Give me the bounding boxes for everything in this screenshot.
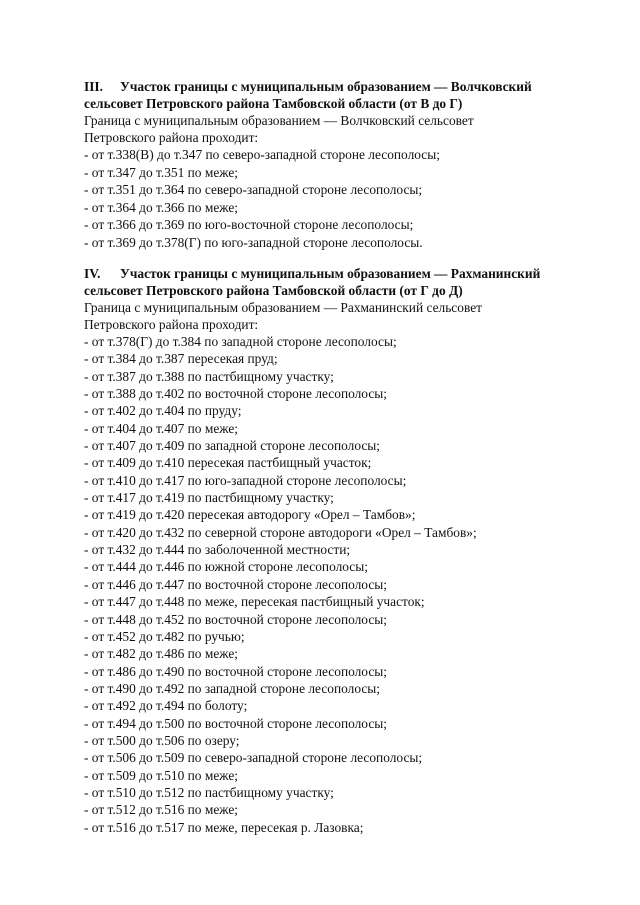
boundary-list xyxy=(84,333,624,836)
section-number: IV. xyxy=(84,266,101,281)
section-number: III. xyxy=(84,79,103,94)
list-item: - от т.338(В) до т.347 по северо-западной стороне лесополосы; xyxy=(84,147,440,162)
list-item: - от т.407 до т.409 по западной стороне лесополосы; xyxy=(84,438,381,454)
list-item: - от т.500 до т.506 по озеру; xyxy=(84,732,240,748)
list-item: - от т.490 до т.492 по западной стороне лесополосы; xyxy=(84,680,381,696)
list-item: - от т.419 до т.420 пересекая автодорогу «Орел – Тамбов»; xyxy=(84,507,416,523)
intro-line: Петровского района проходит: xyxy=(84,130,259,145)
intro-line: Граница с муниципальным образованием — Рахманинский сельсовет xyxy=(84,300,482,315)
list-item: - от т.444 до т.446 по южной стороне лесополосы; xyxy=(84,559,368,575)
list-item: - от т.482 до т.486 по меже; xyxy=(84,646,238,662)
list-item: - от т.417 до т.419 по пастбищному участку; xyxy=(84,490,334,506)
list-item: - от т.351 до т.364 по северо-западной стороне лесополосы; xyxy=(84,182,423,198)
heading-line: Участок границы с муниципальным образованием — Волчковский xyxy=(120,79,532,94)
list-item: - от т.402 до т.404 по пруду; xyxy=(84,403,242,419)
list-item: - от т.420 до т.432 по северной стороне автодороги «Орел – Тамбов»; xyxy=(84,524,477,540)
list-item: - от т.369 до т.378(Г) по юго-западной стороне лесополосы. xyxy=(84,234,423,250)
section-heading xyxy=(84,265,624,299)
list-item: - от т.510 до т.512 по пастбищному участку; xyxy=(84,784,334,800)
list-item: - от т.447 до т.448 по меже, пересекая пастбищный участок; xyxy=(84,594,425,610)
section-iv xyxy=(84,265,624,836)
list-item: - от т.446 до т.447 по восточной стороне лесополосы; xyxy=(84,576,387,592)
list-item: - от т.512 до т.516 по меже; xyxy=(84,802,238,818)
heading-line: сельсовет Петровского района Тамбовской области (от В до Г) xyxy=(84,96,463,111)
list-item: - от т.378(Г) до т.384 по западной стороне лесополосы; xyxy=(84,334,397,349)
heading-line: Участок границы с муниципальным образованием — Рахманинский xyxy=(120,266,541,281)
list-item: - от т.387 до т.388 по пастбищному участку; xyxy=(84,368,334,384)
list-item: - от т.494 до т.500 по восточной стороне лесополосы; xyxy=(84,715,387,731)
list-item: - от т.364 до т.366 по меже; xyxy=(84,199,238,215)
intro-line: Петровского района проходит: xyxy=(84,317,259,332)
list-item: - от т.516 до т.517 по меже, пересекая р. Лазовка; xyxy=(84,819,364,835)
list-item: - от т.404 до т.407 по меже; xyxy=(84,420,238,436)
section-iii xyxy=(84,78,624,252)
boundary-list xyxy=(84,146,624,252)
section-heading xyxy=(84,78,624,112)
list-item: - от т.347 до т.351 по меже; xyxy=(84,164,238,180)
list-item: - от т.410 до т.417 по юго-западной стороне лесополосы; xyxy=(84,472,407,488)
list-item: - от т.448 до т.452 по восточной стороне лесополосы; xyxy=(84,611,387,627)
heading-line: сельсовет Петровского района Тамбовской области (от Г до Д) xyxy=(84,283,463,298)
list-item: - от т.366 до т.369 по юго-восточной стороне лесополосы; xyxy=(84,217,414,233)
intro-line: Граница с муниципальным образованием — Волчковский сельсовет xyxy=(84,113,474,128)
list-item: - от т.409 до т.410 пересекая пастбищный участок; xyxy=(84,455,372,471)
list-item: - от т.452 до т.482 по ручью; xyxy=(84,628,245,644)
list-item: - от т.432 до т.444 по заболоченной местности; xyxy=(84,542,351,558)
list-item: - от т.384 до т.387 пересекая пруд; xyxy=(84,351,278,367)
list-item: - от т.509 до т.510 по меже; xyxy=(84,767,238,783)
list-item: - от т.388 до т.402 по восточной стороне лесополосы; xyxy=(84,386,387,402)
list-item: - от т.492 до т.494 по болоту; xyxy=(84,698,248,714)
list-item: - от т.486 до т.490 по восточной стороне лесополосы; xyxy=(84,663,387,679)
list-item: - от т.506 до т.509 по северо-западной стороне лесополосы; xyxy=(84,750,423,766)
